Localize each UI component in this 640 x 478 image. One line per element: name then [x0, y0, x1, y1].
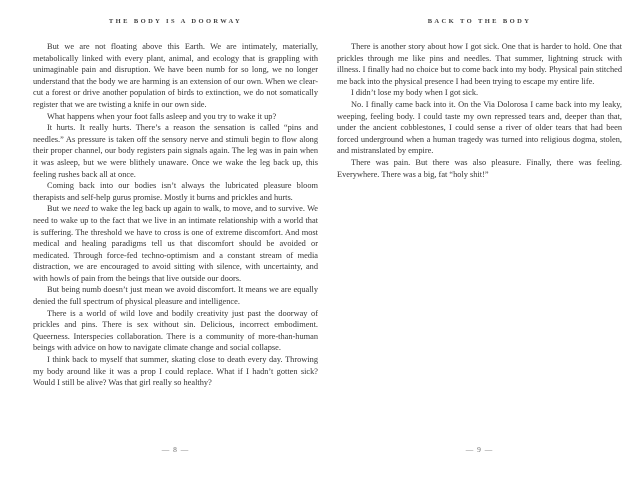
left-page [33, 0, 318, 478]
right-page-text [337, 41, 622, 180]
right-running-header: BACK TO THE BODY [427, 18, 532, 25]
left-page-text [33, 41, 318, 389]
paragraph: But we need to wake the leg back up again to walk, to move, and to survive. We need to wake up to the fact that we live in an intimate relationship with a world that is suffering. The threshold we have to cross is one of extreme discomfort. And most medical and healing paradigms tell us that discomfort should be avoided or medicated. Through force-fed techno-optimism and a constant stream of media distraction, we are encouraged to avoid sitting with silence, with uncertainty, and with howls of pain from the beings that live outside our doors. [33, 204, 318, 283]
paragraph: I think back to myself that summer, skating close to death every day. Throwing my body around like it was a prop I could replace. What if I hadn’t gotten sick? Would I still be alive? Was that girl really so healthy? [33, 355, 318, 388]
paragraph: But we are not floating above this Earth. We are intimately, materially, metabolically linked with every plant, animal, and ecology that is grappling with unimaginable pain and disruption. We have been numb for so long, we no longer understand that the body we are harming is an extension of our own. When we clear-cut a forest or drive another population of birds to extinction, we do not somatically register that we are twisting a knife in our own side. [33, 42, 318, 109]
paragraph: There is another story about how I got sick. One that is harder to hold. One that prickles through me like pins and needles. That summer, lightning struck with illness. I finally had no choice but to come back into my body. Physical pain stitched me back into the physical presence I had been trying to escape my entire life. [337, 42, 622, 86]
paragraph: Coming back into our bodies isn’t always the lubricated pleasure bloom therapists and self-help gurus promise. Mostly it burns and prickles and hurts. [33, 181, 318, 202]
paragraph: It hurts. It really hurts. There’s a reason the sensation is called “pins and needles.” As pressure is taken off the sensory nerve and stimuli begin to flow along their proper channel, our body registers pain signals again. The leg was in pain when it was asleep, but we were blithely unaware. Once we wake the leg back up, this feeling rushes back all at once. [33, 123, 318, 179]
paragraph: There is a world of wild love and bodily creativity just past the doorway of prickles and pins. There is sex without sin. Delicious, incorrect embodiment. Queerness. Interspecies collaboration. There is a community of more-than-human beings with advice on how to navigate climate change and social collapse. [33, 308, 318, 353]
right-page-number: — 9 — [465, 445, 494, 454]
paragraph: But being numb doesn’t just mean we avoid discomfort. It means we are equally denied the full spectrum of physical pleasure and intelligence. [33, 285, 318, 307]
paragraph: There was pain. But there was also pleasure. Finally, there was feeling. Everywhere. There was a big, fat “holy shit!” [337, 157, 622, 179]
right-page [337, 0, 622, 478]
paragraph: No. I finally came back into it. On the Via Dolorosa I came back into my leaky, weeping, feeling body. I could taste my own repressed tears and, deeper than that, under the ancient cobblestones, I could sense a river of older tears that had been forced underground when a human tragedy was turned into religious dogma, stolen, and mistranslated by empire. [337, 99, 622, 156]
left-page-number: — 8 — [161, 445, 190, 454]
paragraph: What happens when your foot falls asleep and you try to wake it up? [47, 111, 277, 121]
paragraph: I didn’t lose my body when I got sick. [351, 88, 479, 98]
left-running-header: THE BODY IS A DOORWAY [108, 18, 243, 25]
